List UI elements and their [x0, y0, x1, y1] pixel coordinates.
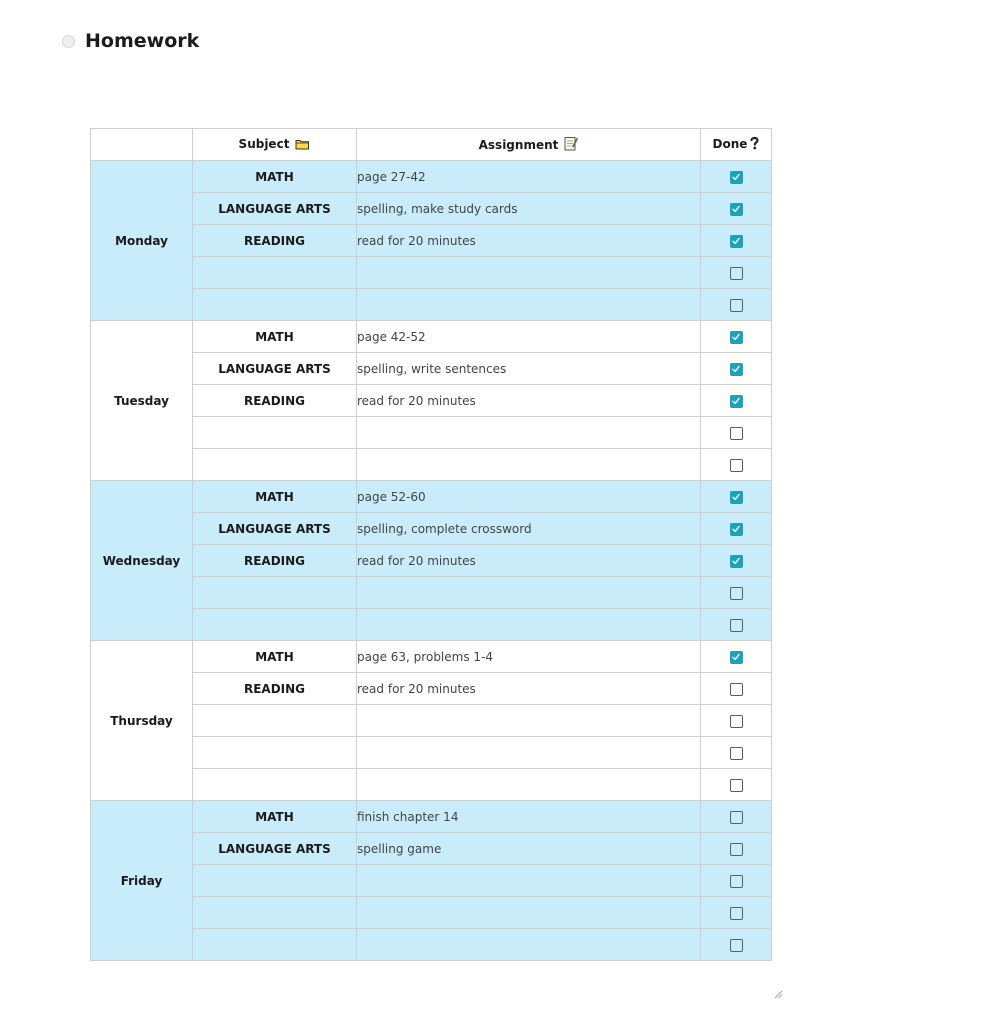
table-row [91, 865, 772, 897]
done-cell [701, 641, 772, 673]
assignment-cell[interactable] [357, 257, 701, 289]
day-cell-tuesday[interactable]: Tuesday [91, 321, 193, 481]
done-cell [701, 225, 772, 257]
subject-cell[interactable] [193, 705, 357, 737]
subject-cell[interactable]: MATH [193, 161, 357, 193]
subject-cell[interactable] [193, 769, 357, 801]
checkbox-checked[interactable] [730, 171, 743, 184]
table-row [91, 417, 772, 449]
table-row [91, 481, 772, 513]
assignment-cell[interactable]: read for 20 minutes [357, 545, 701, 577]
header-done[interactable] [701, 129, 772, 161]
checkbox-unchecked[interactable] [730, 875, 743, 888]
table-row [91, 609, 772, 641]
header-subject[interactable] [193, 129, 357, 161]
subject-cell[interactable]: LANGUAGE ARTS [193, 193, 357, 225]
day-cell-monday[interactable]: Monday [91, 161, 193, 321]
done-cell [701, 449, 772, 481]
assignment-cell[interactable]: read for 20 minutes [357, 673, 701, 705]
day-cell-friday[interactable]: Friday [91, 801, 193, 961]
folder-icon [295, 138, 310, 153]
assignment-cell[interactable]: read for 20 minutes [357, 225, 701, 257]
table-row [91, 353, 772, 385]
table-row [91, 449, 772, 481]
done-cell [701, 801, 772, 833]
subject-cell[interactable]: READING [193, 385, 357, 417]
subject-cell[interactable]: MATH [193, 801, 357, 833]
assignment-cell[interactable]: page 52-60 [357, 481, 701, 513]
done-cell [701, 161, 772, 193]
done-cell [701, 865, 772, 897]
header-done-label: Done [712, 137, 748, 151]
subject-cell[interactable] [193, 289, 357, 321]
assignment-cell[interactable] [357, 577, 701, 609]
done-cell [701, 545, 772, 577]
assignment-cell[interactable]: spelling, write sentences [357, 353, 701, 385]
assignment-cell[interactable]: read for 20 minutes [357, 385, 701, 417]
assignment-cell[interactable] [357, 929, 701, 961]
subject-cell[interactable] [193, 577, 357, 609]
done-cell [701, 289, 772, 321]
done-cell [701, 321, 772, 353]
assignment-cell[interactable] [357, 865, 701, 897]
table-row [91, 545, 772, 577]
table-row [91, 161, 772, 193]
assignment-cell[interactable]: spelling, complete crossword [357, 513, 701, 545]
table-row [91, 577, 772, 609]
subject-cell[interactable]: READING [193, 673, 357, 705]
checkbox-unchecked[interactable] [730, 683, 743, 696]
table-row [91, 929, 772, 961]
subject-cell[interactable]: MATH [193, 321, 357, 353]
header-day [91, 129, 193, 161]
subject-cell[interactable]: LANGUAGE ARTS [193, 833, 357, 865]
assignment-cell[interactable] [357, 737, 701, 769]
subject-cell[interactable] [193, 897, 357, 929]
table-row [91, 289, 772, 321]
checkbox-unchecked[interactable] [730, 715, 743, 728]
done-cell [701, 577, 772, 609]
checkbox-unchecked[interactable] [730, 779, 743, 792]
page-icon-dot[interactable] [62, 35, 75, 48]
assignment-cell[interactable] [357, 897, 701, 929]
subject-cell[interactable]: READING [193, 225, 357, 257]
subject-cell[interactable]: READING [193, 545, 357, 577]
done-cell [701, 257, 772, 289]
checkbox-checked[interactable] [730, 331, 743, 344]
done-cell [701, 833, 772, 865]
checkbox-unchecked[interactable] [730, 299, 743, 312]
done-cell [701, 737, 772, 769]
subject-cell[interactable]: MATH [193, 481, 357, 513]
checkbox-unchecked[interactable] [730, 843, 743, 856]
subject-cell[interactable] [193, 929, 357, 961]
table-row [91, 385, 772, 417]
assignment-cell[interactable] [357, 417, 701, 449]
subject-cell[interactable] [193, 449, 357, 481]
homework-table-container [90, 128, 771, 961]
checkbox-unchecked[interactable] [730, 907, 743, 920]
checkbox-unchecked[interactable] [730, 427, 743, 440]
checkbox-checked[interactable] [730, 395, 743, 408]
memo-icon [564, 136, 578, 154]
done-cell [701, 353, 772, 385]
assignment-cell[interactable]: page 27-42 [357, 161, 701, 193]
done-cell [701, 481, 772, 513]
header-assignment[interactable] [357, 129, 701, 161]
subject-cell[interactable] [193, 865, 357, 897]
assignment-cell[interactable] [357, 449, 701, 481]
table-row [91, 897, 772, 929]
checkbox-unchecked[interactable] [730, 619, 743, 632]
table-row [91, 193, 772, 225]
assignment-cell[interactable] [357, 769, 701, 801]
table-row [91, 673, 772, 705]
checkbox-unchecked[interactable] [730, 459, 743, 472]
table-row [91, 513, 772, 545]
checkbox-checked[interactable] [730, 363, 743, 376]
subject-cell[interactable]: MATH [193, 641, 357, 673]
table-row [91, 833, 772, 865]
done-cell [701, 769, 772, 801]
table-row [91, 641, 772, 673]
day-cell-thursday[interactable]: Thursday [91, 641, 193, 801]
checkbox-checked[interactable] [730, 651, 743, 664]
question-mark-icon [750, 136, 759, 153]
done-cell [701, 385, 772, 417]
table-row [91, 705, 772, 737]
table-row [91, 737, 772, 769]
done-cell [701, 929, 772, 961]
assignment-cell[interactable]: spelling game [357, 833, 701, 865]
done-cell [701, 417, 772, 449]
day-cell-wednesday[interactable]: Wednesday [91, 481, 193, 641]
page-title: Homework [85, 30, 200, 52]
checkbox-checked[interactable] [730, 235, 743, 248]
checkbox-unchecked[interactable] [730, 811, 743, 824]
done-cell [701, 609, 772, 641]
table-row [91, 225, 772, 257]
assignment-cell[interactable]: finish chapter 14 [357, 801, 701, 833]
table-row [91, 257, 772, 289]
header-subject-label: Subject [238, 136, 290, 151]
checkbox-checked[interactable] [730, 203, 743, 216]
homework-table [90, 128, 772, 961]
subject-cell[interactable] [193, 737, 357, 769]
assignment-cell[interactable]: page 63, problems 1-4 [357, 641, 701, 673]
page-header [62, 30, 199, 52]
assignment-cell[interactable]: page 42-52 [357, 321, 701, 353]
subject-cell[interactable]: LANGUAGE ARTS [193, 353, 357, 385]
checkbox-checked[interactable] [730, 491, 743, 504]
header-row [91, 129, 772, 161]
done-cell [701, 673, 772, 705]
done-cell [701, 897, 772, 929]
subject-cell[interactable] [193, 257, 357, 289]
assignment-cell[interactable]: spelling, make study cards [357, 193, 701, 225]
checkbox-unchecked[interactable] [730, 939, 743, 952]
done-cell [701, 193, 772, 225]
done-cell [701, 513, 772, 545]
checkbox-unchecked[interactable] [730, 747, 743, 760]
checkbox-unchecked[interactable] [730, 587, 743, 600]
checkbox-unchecked[interactable] [730, 267, 743, 280]
checkbox-checked[interactable] [730, 555, 743, 568]
subject-cell[interactable] [193, 609, 357, 641]
done-cell [701, 705, 772, 737]
resize-handle-icon[interactable] [774, 986, 783, 995]
table-row [91, 801, 772, 833]
assignment-cell[interactable] [357, 705, 701, 737]
assignment-cell[interactable] [357, 289, 701, 321]
subject-cell[interactable]: LANGUAGE ARTS [193, 513, 357, 545]
table-row [91, 769, 772, 801]
subject-cell[interactable] [193, 417, 357, 449]
header-assignment-label: Assignment [478, 137, 559, 152]
table-row [91, 321, 772, 353]
homework-table-body [91, 161, 772, 961]
checkbox-checked[interactable] [730, 523, 743, 536]
assignment-cell[interactable] [357, 609, 701, 641]
